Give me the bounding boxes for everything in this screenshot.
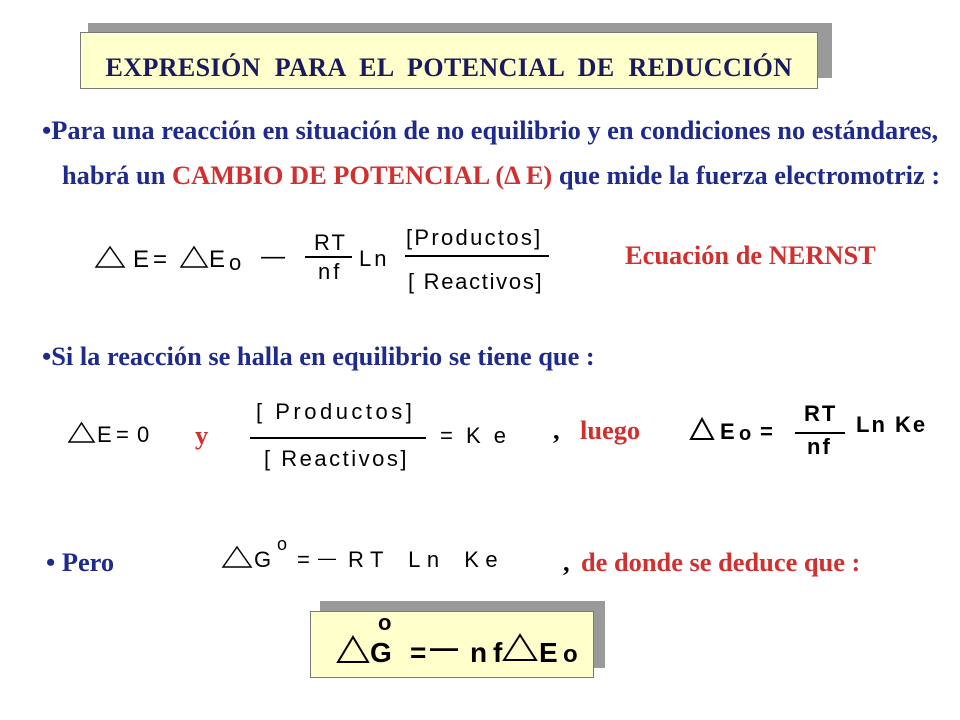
slide-title: EXPRESIÓN PARA EL POTENCIAL DE REDUCCIÓN bbox=[105, 53, 793, 82]
equilibrium-equals: = bbox=[116, 422, 129, 447]
delta-symbol-icon bbox=[222, 546, 252, 568]
nernst-standard-e: E bbox=[209, 246, 226, 273]
nernst-rt: RT bbox=[314, 230, 347, 255]
standard-potential-rt: RT bbox=[804, 401, 838, 426]
equilibrium-fraction-bar bbox=[250, 437, 426, 439]
result-minus: — bbox=[430, 632, 458, 663]
gibbs-rt-ln-ke: RT Ln Ke bbox=[348, 547, 505, 572]
nernst-minus: — bbox=[261, 243, 285, 270]
equilibrium-numerator-products: [ Productos] bbox=[256, 399, 416, 424]
potential-change-highlight: CAMBIO DE POTENCIAL (Δ E) bbox=[172, 160, 553, 190]
bullet-non-equilibrium-line1: •Para una reacción en situación de no equilibrio y en condiciones no estándares, bbox=[42, 115, 939, 145]
nernst-delta-e: E bbox=[133, 246, 150, 273]
nernst-nf: nf bbox=[318, 259, 343, 284]
result-e-subscript: o bbox=[563, 641, 578, 668]
nernst-ln: Ln bbox=[359, 246, 390, 271]
nernst-numerator-products: [Productos] bbox=[406, 225, 543, 250]
result-equals: = bbox=[410, 637, 427, 668]
result-e: E bbox=[539, 637, 558, 668]
luego-word: luego bbox=[580, 415, 641, 445]
delta-symbol-icon bbox=[690, 418, 714, 440]
conclusion-text: de donde se deduce que : bbox=[581, 547, 861, 577]
gibbs-superscript: o bbox=[277, 534, 288, 554]
conjunction-y: y bbox=[195, 420, 209, 450]
nernst-rt-nf-fraction-bar bbox=[305, 256, 352, 258]
standard-potential-ln-ke: Ln Ke bbox=[856, 412, 928, 437]
result-f: f bbox=[493, 637, 503, 668]
result-g: G bbox=[370, 637, 392, 668]
delta-symbol-icon bbox=[337, 636, 369, 663]
bullet-pero: • Pero bbox=[46, 547, 115, 577]
standard-potential-equals: = bbox=[760, 419, 773, 444]
delta-symbol-icon bbox=[503, 634, 537, 661]
standard-potential-e: E bbox=[720, 419, 735, 444]
result-g-superscript: o bbox=[378, 610, 392, 635]
nernst-standard-subscript: o bbox=[229, 250, 242, 275]
delta-symbol-icon bbox=[180, 246, 208, 268]
equilibrium-zero: 0 bbox=[137, 422, 150, 447]
luego-comma: , bbox=[553, 415, 560, 445]
nernst-equals: = bbox=[153, 246, 168, 273]
nernst-denominator-reactants: [ Reactivos] bbox=[408, 269, 544, 294]
equilibrium-delta-e: E bbox=[97, 422, 112, 447]
line2-start: habrá un bbox=[62, 160, 173, 190]
bullet-non-equilibrium-line2 bbox=[62, 162, 940, 188]
standard-potential-nf: nf bbox=[807, 434, 832, 459]
line2-end: que mide la fuerza electromotriz : bbox=[552, 160, 941, 190]
nernst-quotient-fraction-bar bbox=[405, 255, 549, 257]
delta-symbol-icon bbox=[68, 422, 95, 443]
conclusion-comma: , bbox=[563, 547, 570, 577]
standard-potential-subscript: o bbox=[739, 423, 752, 445]
gibbs-minus: — bbox=[318, 548, 336, 568]
equilibrium-denominator-reactants: [ Reactivos] bbox=[264, 446, 409, 471]
delta-symbol-icon bbox=[95, 246, 125, 268]
bullet-equilibrium: •Si la reacción se halla en equilibrio se tiene que : bbox=[42, 341, 595, 371]
nernst-equation-label: Ecuación de NERNST bbox=[625, 240, 876, 270]
gibbs-g: G bbox=[254, 547, 272, 572]
equilibrium-equals-ke: = K e bbox=[440, 423, 506, 448]
gibbs-equals: = bbox=[297, 547, 310, 572]
result-n: n bbox=[470, 637, 488, 668]
